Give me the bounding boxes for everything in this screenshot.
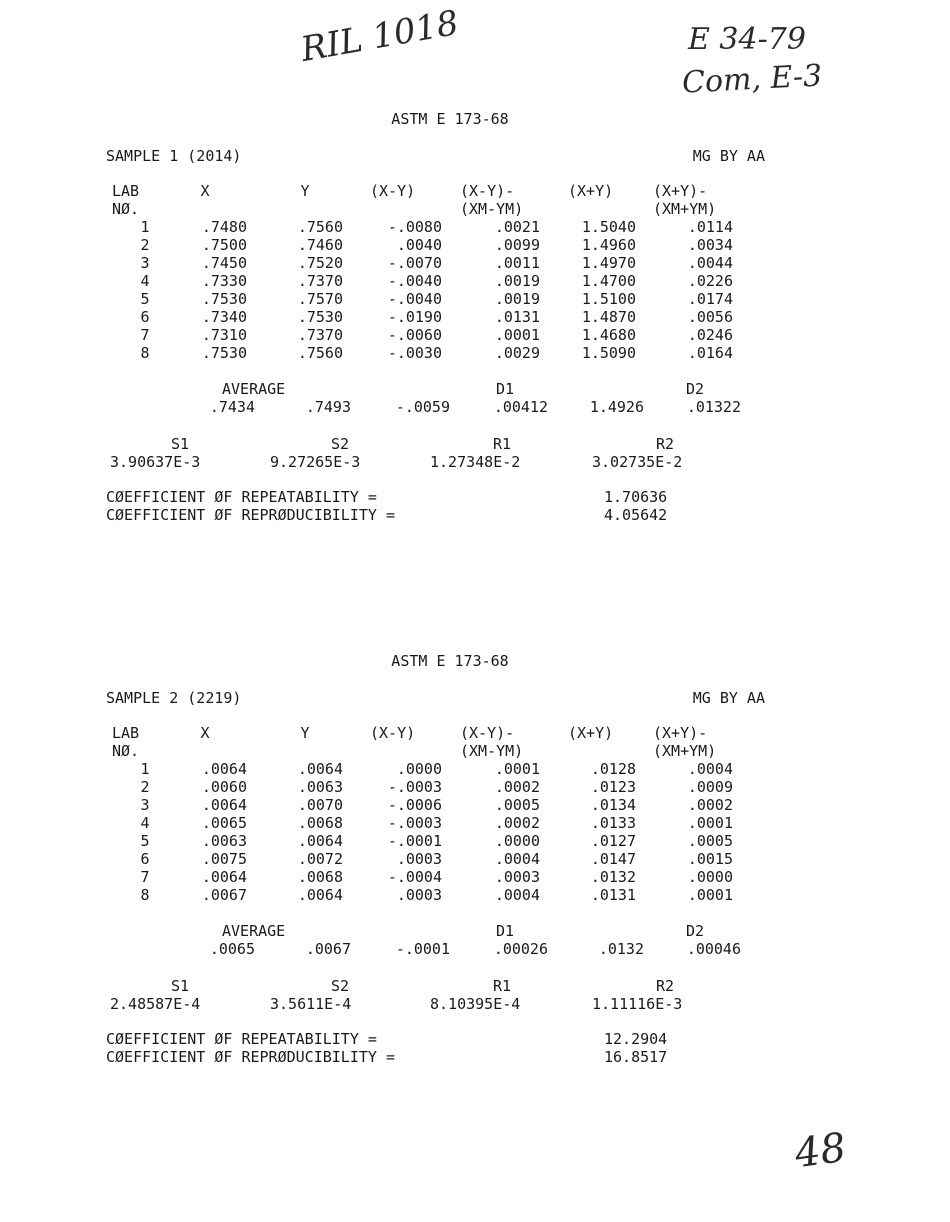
table-cell: -.0190: [387, 308, 442, 326]
lab-number: 7: [140, 868, 150, 886]
sample-label: SAMPLE 1 (2014): [106, 147, 242, 165]
table-cell: .0064: [297, 886, 343, 904]
stat-label: S1: [170, 435, 190, 453]
table-cell: .7520: [297, 254, 343, 272]
column-header: (X-Y): [370, 182, 416, 200]
table-cell: .0070: [297, 796, 343, 814]
coefficient-reproducibility-value: 16.8517: [604, 1048, 668, 1066]
table-cell: .0133: [590, 814, 636, 832]
stat-value: 3.5611E-4: [270, 995, 352, 1013]
table-cell: -.0001: [387, 832, 442, 850]
report-title: ASTM E 173-68: [391, 652, 509, 670]
table-cell: .0015: [687, 850, 733, 868]
lab-number: 6: [140, 308, 150, 326]
coefficient-reproducibility-label: CØEFFICIENT ØF REPRØDUCIBILITY =: [106, 1048, 395, 1066]
lab-number: 8: [140, 344, 150, 362]
stat-label: R2: [655, 977, 675, 995]
table-cell: .7370: [297, 326, 343, 344]
column-header: Y: [300, 182, 310, 200]
table-cell: .0002: [494, 778, 540, 796]
table-cell: 1.5100: [581, 290, 636, 308]
stat-label: S2: [330, 977, 350, 995]
table-cell: .0056: [687, 308, 733, 326]
average-value: .00412: [493, 398, 548, 416]
lab-number: 3: [140, 796, 150, 814]
coefficient-repeatability-label: CØEFFICIENT ØF REPEATABILITY =: [106, 1030, 377, 1048]
report-title: ASTM E 173-68: [391, 110, 509, 128]
table-cell: .7530: [201, 344, 247, 362]
table-cell: .7480: [201, 218, 247, 236]
stat-value: 3.90637E-3: [110, 453, 201, 471]
table-cell: .0000: [687, 868, 733, 886]
method-label: MG BY AA: [692, 147, 765, 165]
column-subheader: (XM+YM): [653, 742, 717, 760]
table-cell: .0123: [590, 778, 636, 796]
table-cell: .0072: [297, 850, 343, 868]
average-value: .0067: [305, 940, 351, 958]
table-cell: .7530: [297, 308, 343, 326]
stat-value: 2.48587E-4: [110, 995, 201, 1013]
lab-number: 5: [140, 290, 150, 308]
average-value: 1.4926: [589, 398, 644, 416]
d1-label: D1: [495, 380, 515, 398]
table-cell: .0064: [297, 760, 343, 778]
table-cell: -.0040: [387, 290, 442, 308]
table-cell: 1.5040: [581, 218, 636, 236]
handwritten-standard-note: E 34-79: [688, 22, 806, 57]
stat-label: R1: [492, 435, 512, 453]
average-value: .0065: [209, 940, 255, 958]
column-subheader: NØ.: [112, 742, 140, 760]
lab-number: 7: [140, 326, 150, 344]
handwritten-reference-note: RIL 1018: [298, 3, 462, 71]
table-cell: .7450: [201, 254, 247, 272]
table-cell: 1.4970: [581, 254, 636, 272]
table-cell: .0000: [396, 760, 442, 778]
table-cell: .0226: [687, 272, 733, 290]
lab-number: 2: [140, 778, 150, 796]
d2-label: D2: [685, 922, 705, 940]
table-cell: .7570: [297, 290, 343, 308]
column-header: X: [200, 182, 210, 200]
table-cell: .0131: [494, 308, 540, 326]
table-cell: -.0040: [387, 272, 442, 290]
table-cell: -.0080: [387, 218, 442, 236]
table-cell: .0064: [297, 832, 343, 850]
table-cell: .0001: [687, 814, 733, 832]
table-cell: .0063: [201, 832, 247, 850]
table-cell: 1.4960: [581, 236, 636, 254]
table-cell: .0004: [494, 886, 540, 904]
average-value: -.0059: [395, 398, 450, 416]
table-cell: .0005: [687, 832, 733, 850]
table-cell: .0029: [494, 344, 540, 362]
lab-number: 5: [140, 832, 150, 850]
average-label: AVERAGE: [222, 380, 286, 398]
table-cell: .7330: [201, 272, 247, 290]
table-cell: .0001: [494, 760, 540, 778]
average-label: AVERAGE: [222, 922, 286, 940]
lab-number: 2: [140, 236, 150, 254]
table-cell: -.0030: [387, 344, 442, 362]
method-label: MG BY AA: [692, 689, 765, 707]
d2-label: D2: [685, 380, 705, 398]
column-header: X: [200, 724, 210, 742]
table-cell: .0060: [201, 778, 247, 796]
table-cell: .0040: [396, 236, 442, 254]
table-cell: .0001: [494, 326, 540, 344]
table-cell: .7530: [201, 290, 247, 308]
table-cell: .0003: [396, 886, 442, 904]
column-header: (X+Y): [568, 182, 614, 200]
column-header: (X-Y): [370, 724, 416, 742]
table-cell: .0000: [494, 832, 540, 850]
lab-number: 1: [140, 760, 150, 778]
table-cell: .0034: [687, 236, 733, 254]
table-cell: -.0003: [387, 814, 442, 832]
table-cell: -.0070: [387, 254, 442, 272]
table-cell: .0128: [590, 760, 636, 778]
table-cell: .0064: [201, 760, 247, 778]
table-cell: .0021: [494, 218, 540, 236]
column-header: LAB: [112, 182, 140, 200]
stat-value: 3.02735E-2: [592, 453, 683, 471]
handwritten-committee-note: Com, E-3: [681, 58, 824, 101]
table-cell: 1.4870: [581, 308, 636, 326]
average-value: .0132: [598, 940, 644, 958]
table-cell: .0064: [201, 796, 247, 814]
table-cell: .0063: [297, 778, 343, 796]
table-cell: .0002: [687, 796, 733, 814]
coefficient-repeatability-value: 12.2904: [604, 1030, 668, 1048]
column-subheader: (XM+YM): [653, 200, 717, 218]
stat-label: S1: [170, 977, 190, 995]
lab-number: 1: [140, 218, 150, 236]
table-cell: -.0006: [387, 796, 442, 814]
table-cell: .0068: [297, 868, 343, 886]
lab-number: 4: [140, 814, 150, 832]
handwritten-page-number: 48: [792, 1124, 849, 1178]
table-cell: .0099: [494, 236, 540, 254]
stat-value: 1.27348E-2: [430, 453, 521, 471]
table-cell: -.0003: [387, 778, 442, 796]
table-cell: .0004: [494, 850, 540, 868]
table-cell: .0065: [201, 814, 247, 832]
table-cell: .0131: [590, 886, 636, 904]
average-value: .01322: [686, 398, 741, 416]
stat-value: 8.10395E-4: [430, 995, 521, 1013]
table-cell: .7370: [297, 272, 343, 290]
table-cell: .0004: [687, 760, 733, 778]
table-cell: 1.5090: [581, 344, 636, 362]
table-cell: .0075: [201, 850, 247, 868]
stat-label: S2: [330, 435, 350, 453]
table-cell: .0067: [201, 886, 247, 904]
table-cell: .0003: [494, 868, 540, 886]
column-header: LAB: [112, 724, 140, 742]
column-subheader: (XM-YM): [460, 742, 524, 760]
table-cell: .7500: [201, 236, 247, 254]
column-header: Y: [300, 724, 310, 742]
coefficient-repeatability-label: CØEFFICIENT ØF REPEATABILITY =: [106, 488, 377, 506]
column-header: (X+Y)-: [653, 724, 708, 742]
average-value: .00046: [686, 940, 741, 958]
table-cell: -.0060: [387, 326, 442, 344]
column-header: (X-Y)-: [460, 724, 515, 742]
coefficient-reproducibility-label: CØEFFICIENT ØF REPRØDUCIBILITY =: [106, 506, 395, 524]
stat-value: 9.27265E-3: [270, 453, 361, 471]
average-value: .7493: [305, 398, 351, 416]
table-cell: .0044: [687, 254, 733, 272]
column-header: (X+Y)-: [653, 182, 708, 200]
table-cell: .0127: [590, 832, 636, 850]
table-cell: .7310: [201, 326, 247, 344]
stat-value: 1.11116E-3: [592, 995, 683, 1013]
coefficient-repeatability-value: 1.70636: [604, 488, 668, 506]
table-cell: .0011: [494, 254, 540, 272]
table-cell: .0147: [590, 850, 636, 868]
table-cell: .0064: [201, 868, 247, 886]
table-cell: .0019: [494, 290, 540, 308]
stat-label: R1: [492, 977, 512, 995]
table-cell: .0174: [687, 290, 733, 308]
table-cell: .0002: [494, 814, 540, 832]
table-cell: 1.4680: [581, 326, 636, 344]
table-cell: .0003: [396, 850, 442, 868]
table-cell: .0005: [494, 796, 540, 814]
table-cell: .7340: [201, 308, 247, 326]
column-header: (X-Y)-: [460, 182, 515, 200]
column-header: (X+Y): [568, 724, 614, 742]
table-cell: .0246: [687, 326, 733, 344]
lab-number: 8: [140, 886, 150, 904]
table-cell: .0164: [687, 344, 733, 362]
table-cell: .0068: [297, 814, 343, 832]
lab-number: 4: [140, 272, 150, 290]
table-cell: .7560: [297, 344, 343, 362]
average-value: .7434: [209, 398, 255, 416]
table-cell: .0019: [494, 272, 540, 290]
sample-label: SAMPLE 2 (2219): [106, 689, 242, 707]
coefficient-reproducibility-value: 4.05642: [604, 506, 668, 524]
lab-number: 6: [140, 850, 150, 868]
table-cell: .0009: [687, 778, 733, 796]
table-cell: 1.4700: [581, 272, 636, 290]
table-cell: .7560: [297, 218, 343, 236]
average-value: -.0001: [395, 940, 450, 958]
average-value: .00026: [493, 940, 548, 958]
column-subheader: NØ.: [112, 200, 140, 218]
lab-number: 3: [140, 254, 150, 272]
table-cell: .0134: [590, 796, 636, 814]
stat-label: R2: [655, 435, 675, 453]
table-cell: .0132: [590, 868, 636, 886]
d1-label: D1: [495, 922, 515, 940]
table-cell: .7460: [297, 236, 343, 254]
table-cell: .0114: [687, 218, 733, 236]
table-cell: -.0004: [387, 868, 442, 886]
column-subheader: (XM-YM): [460, 200, 524, 218]
table-cell: .0001: [687, 886, 733, 904]
